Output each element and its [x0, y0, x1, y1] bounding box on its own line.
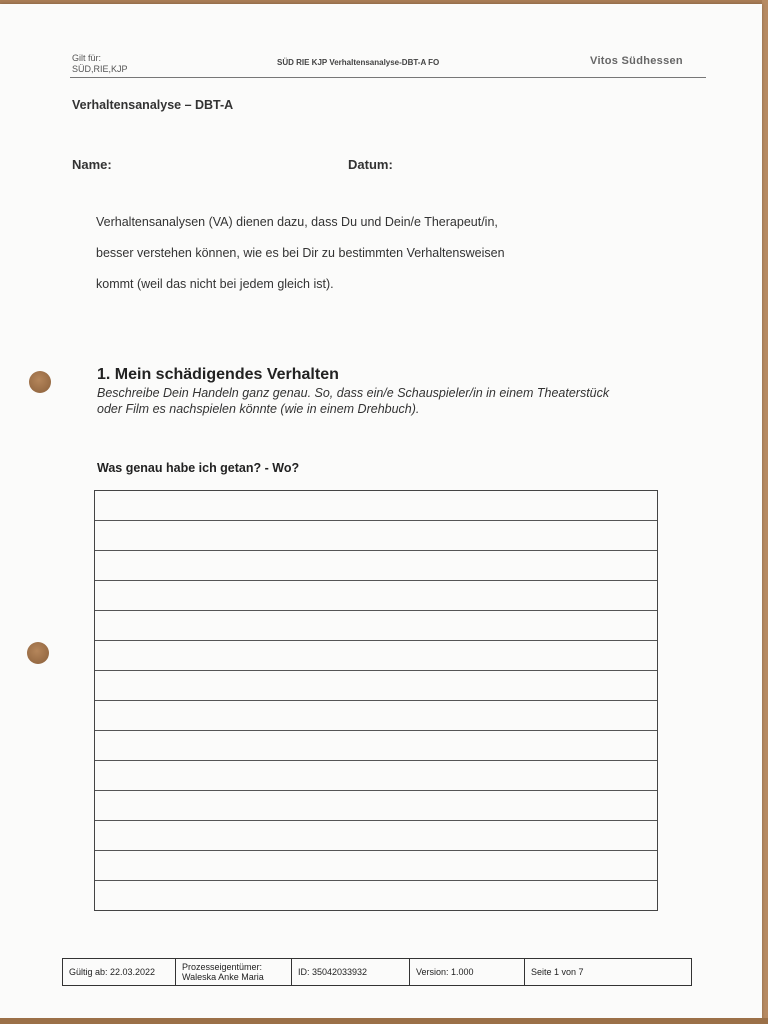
question-label: Was genau habe ich getan? - Wo? — [97, 461, 300, 475]
punch-hole — [27, 642, 49, 664]
answer-line[interactable] — [95, 611, 657, 641]
answer-line[interactable] — [95, 791, 657, 821]
footer-process-owner — [176, 959, 292, 985]
answer-line[interactable] — [95, 761, 657, 791]
footer-process-owner-name: Waleska Anke Maria — [182, 972, 264, 982]
date-label: Datum: — [348, 157, 393, 172]
document-page — [0, 4, 762, 1020]
document-title: Verhaltensanalyse – DBT-A — [72, 98, 234, 112]
answer-line[interactable] — [95, 821, 657, 851]
answer-lines[interactable] — [94, 490, 658, 911]
answer-line[interactable] — [95, 641, 657, 671]
answer-line[interactable] — [95, 731, 657, 761]
section-title: 1. Mein schädigendes Verhalten — [97, 366, 339, 383]
answer-line[interactable] — [95, 701, 657, 731]
valid-for-label: Gilt für: — [72, 53, 102, 63]
organization-name: Vitos Südhessen — [590, 55, 683, 67]
footer-id: ID: 35042033932 — [292, 959, 410, 985]
footer-page-number: Seite 1 von 7 — [531, 967, 584, 977]
background-edge — [0, 1018, 768, 1024]
answer-line[interactable] — [95, 491, 657, 521]
answer-line[interactable] — [95, 521, 657, 551]
intro-text — [96, 214, 616, 306]
document-code: SÜD RIE KJP Verhaltensanalyse-DBT-A FO — [277, 58, 440, 67]
answer-line[interactable] — [95, 551, 657, 581]
section-description-line: oder Film es nachspielen könnte (wie in einem Drehbuch). — [97, 402, 420, 416]
header-divider — [70, 77, 706, 78]
section-description-line: Beschreibe Dein Handeln ganz genau. So, dass ein/e Schauspieler/in in einem Theaterstück — [97, 386, 610, 400]
answer-line[interactable] — [95, 851, 657, 881]
answer-line[interactable] — [95, 581, 657, 611]
footer-table — [62, 958, 692, 986]
intro-line: besser verstehen können, wie es bei Dir zu bestimmten Verhaltensweisen — [96, 246, 505, 260]
punch-hole — [29, 371, 51, 393]
valid-for-value: SÜD,RIE,KJP — [72, 64, 128, 74]
name-label: Name: — [72, 157, 112, 172]
background-edge — [762, 0, 768, 1024]
answer-line[interactable] — [95, 881, 657, 910]
intro-line: kommt (weil das nicht bei jedem gleich ist). — [96, 277, 334, 291]
answer-line[interactable] — [95, 671, 657, 701]
footer-process-owner-label: Prozesseigentümer: — [182, 962, 263, 972]
footer-valid-from: Gültig ab: 22.03.2022 — [63, 959, 176, 985]
intro-line: Verhaltensanalysen (VA) dienen dazu, dass Du und Dein/e Therapeut/in, — [96, 215, 498, 229]
section-description — [97, 385, 697, 417]
footer-version: Version: 1.000 — [410, 959, 525, 985]
